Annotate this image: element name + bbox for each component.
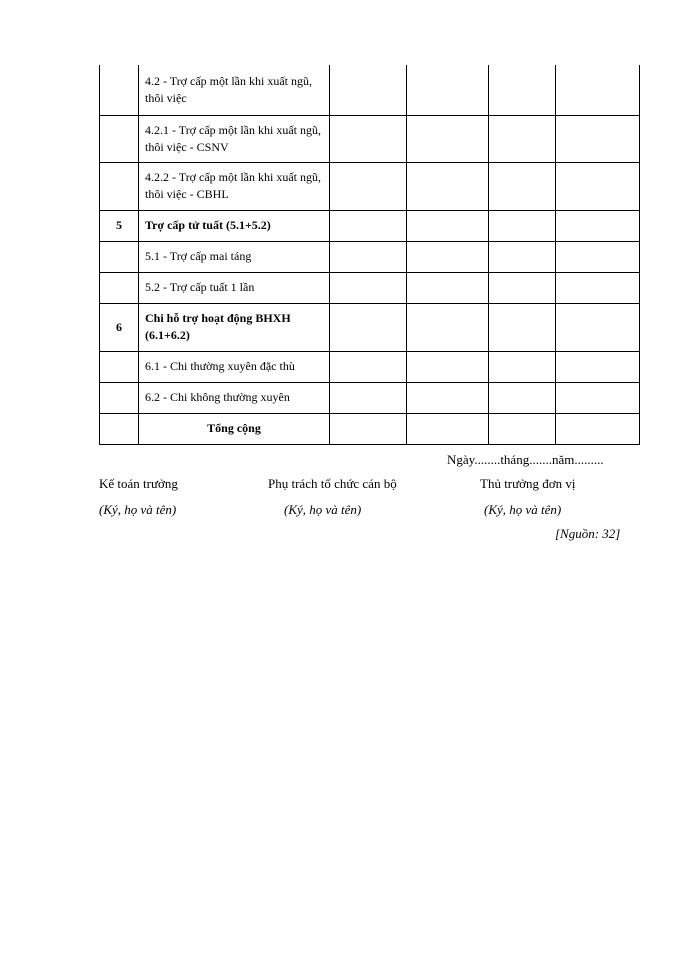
- value-cell: [407, 382, 489, 413]
- value-cell: [489, 303, 556, 351]
- date-line: Ngày........tháng.......năm.........: [447, 452, 604, 467]
- table-row: [100, 272, 640, 303]
- signature-note-unit-head: (Ký, họ và tên): [484, 502, 562, 517]
- value-cell: [407, 162, 489, 210]
- row-label: 6.1 - Chi thường xuyên đặc thù: [139, 351, 330, 382]
- row-number: [100, 413, 139, 444]
- row-label: Chi hỗ trợ hoạt động BHXH (6.1+6.2): [139, 303, 330, 351]
- row-number: [100, 382, 139, 413]
- value-cell: [407, 241, 489, 272]
- signature-title-hr: Phụ trách tổ chức cán bộ: [268, 476, 397, 491]
- signature-title-chief-accountant: Kế toán trưởng: [99, 476, 178, 491]
- table-row: [100, 382, 640, 413]
- value-cell: [407, 115, 489, 162]
- value-cell: [407, 210, 489, 241]
- value-cell: [407, 413, 489, 444]
- value-cell: [330, 210, 407, 241]
- value-cell: [330, 241, 407, 272]
- value-cell: [556, 162, 640, 210]
- value-cell: [489, 210, 556, 241]
- table-row: [100, 303, 640, 351]
- value-cell: [556, 382, 640, 413]
- row-number: 6: [100, 303, 139, 351]
- row-label: Trợ cấp tử tuất (5.1+5.2): [139, 210, 330, 241]
- row-number: [100, 351, 139, 382]
- value-cell: [556, 351, 640, 382]
- value-cell: [330, 272, 407, 303]
- value-cell: [330, 351, 407, 382]
- row-number: [100, 272, 139, 303]
- row-number: [100, 241, 139, 272]
- value-cell: [407, 272, 489, 303]
- table-row: [100, 115, 640, 162]
- row-number: [100, 115, 139, 162]
- report-table: [99, 65, 640, 445]
- value-cell: [489, 241, 556, 272]
- value-cell: [330, 303, 407, 351]
- total-label: Tổng cộng: [139, 413, 330, 444]
- value-cell: [556, 241, 640, 272]
- row-label: 6.2 - Chi không thường xuyên: [139, 382, 330, 413]
- row-label: 4.2.2 - Trợ cấp một lần khi xuất ngũ, thôi việc - CBHL: [139, 162, 330, 210]
- value-cell: [330, 413, 407, 444]
- value-cell: [556, 272, 640, 303]
- value-cell: [556, 303, 640, 351]
- signature-note-hr: (Ký, họ và tên): [284, 502, 362, 517]
- value-cell: [489, 351, 556, 382]
- value-cell: [489, 65, 556, 115]
- table-row: [100, 162, 640, 210]
- signature-title-unit-head: Thủ trưởng đơn vị: [480, 476, 576, 491]
- row-number: [100, 65, 139, 115]
- value-cell: [556, 115, 640, 162]
- value-cell: [556, 65, 640, 115]
- value-cell: [330, 65, 407, 115]
- value-cell: [407, 303, 489, 351]
- value-cell: [489, 413, 556, 444]
- value-cell: [556, 210, 640, 241]
- value-cell: [556, 413, 640, 444]
- row-label: 4.2.1 - Trợ cấp một lần khi xuất ngũ, thôi việc - CSNV: [139, 115, 330, 162]
- source-note: [Nguồn: 32]: [555, 526, 621, 541]
- value-cell: [489, 272, 556, 303]
- value-cell: [330, 162, 407, 210]
- value-cell: [330, 382, 407, 413]
- table-row-total: [100, 413, 640, 444]
- row-number: [100, 162, 139, 210]
- row-label: 5.1 - Trợ cấp mai táng: [139, 241, 330, 272]
- row-number: 5: [100, 210, 139, 241]
- row-label: 4.2 - Trợ cấp một lần khi xuất ngũ, thôi việc: [139, 65, 330, 115]
- value-cell: [489, 382, 556, 413]
- table-row: [100, 241, 640, 272]
- value-cell: [489, 115, 556, 162]
- table-row: [100, 210, 640, 241]
- value-cell: [407, 65, 489, 115]
- table-row: [100, 65, 640, 115]
- signature-note-chief-accountant: (Ký, họ và tên): [99, 502, 177, 517]
- value-cell: [407, 351, 489, 382]
- row-label: 5.2 - Trợ cấp tuất 1 lần: [139, 272, 330, 303]
- value-cell: [489, 162, 556, 210]
- table-row: [100, 351, 640, 382]
- value-cell: [330, 115, 407, 162]
